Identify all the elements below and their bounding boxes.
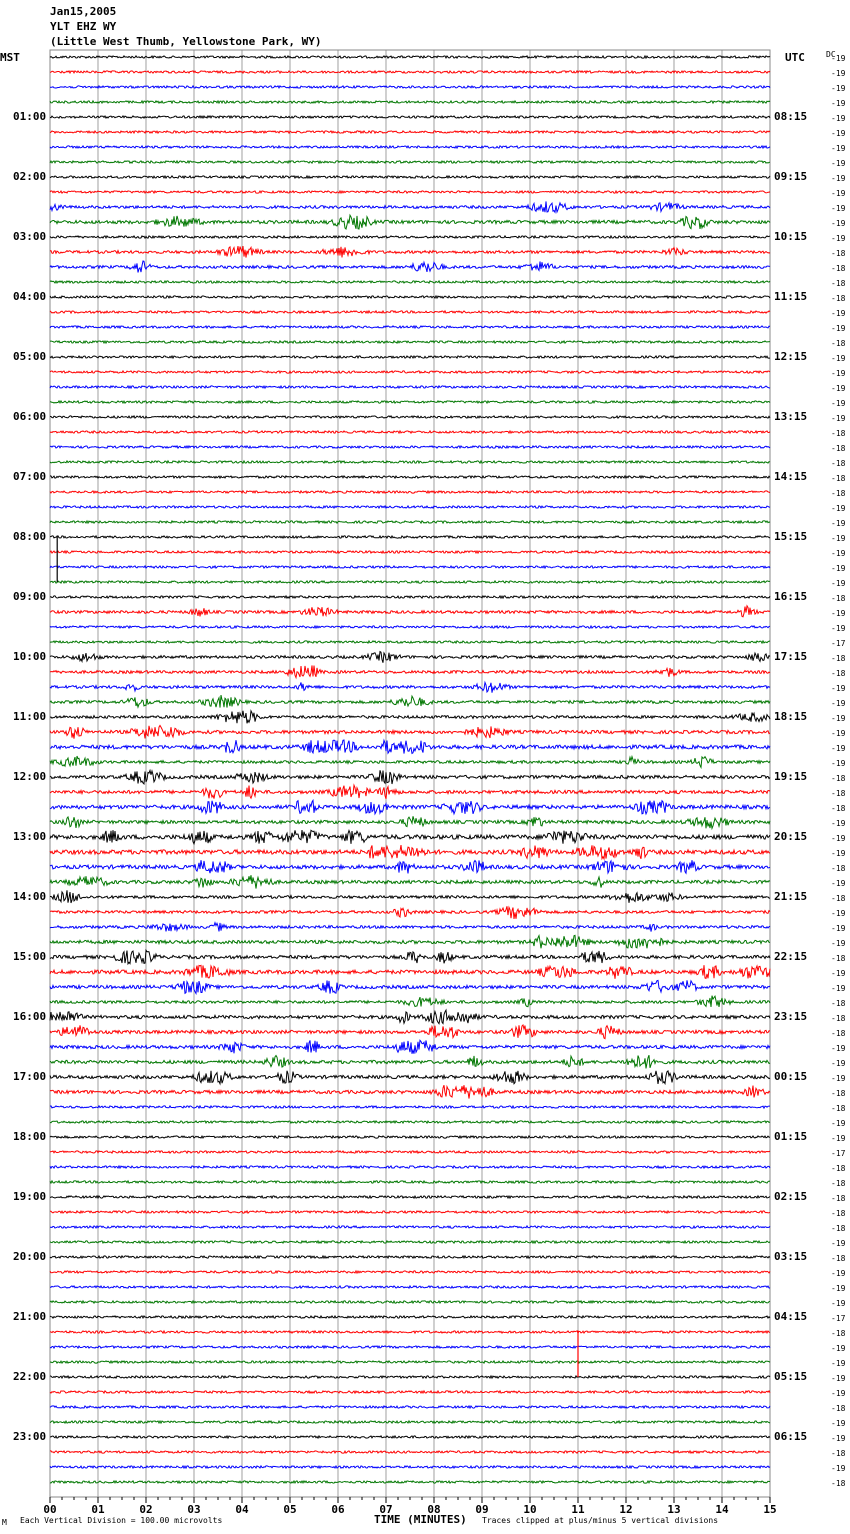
mst-hour-label: 14:00 — [13, 890, 47, 903]
seismic-trace — [50, 386, 770, 388]
dc-offset-value: -19 — [831, 759, 846, 768]
dc-offset-value: -19 — [831, 549, 846, 558]
x-tick-label: 06 — [331, 1503, 345, 1516]
seismic-trace — [50, 1421, 770, 1423]
dc-offset-value: -19 — [831, 744, 846, 753]
dc-offset-value: -18 — [831, 594, 846, 603]
dc-offset-value: -19 — [831, 714, 846, 723]
utc-hour-label: 18:15 — [774, 710, 808, 723]
dc-offset-value: -18 — [831, 294, 846, 303]
mst-hour-label: 01:00 — [13, 110, 47, 123]
dc-offset-value: -18 — [831, 1089, 846, 1098]
seismic-trace — [50, 356, 770, 358]
dc-offset-value: -18 — [831, 1104, 846, 1113]
dc-offset-value: -19 — [831, 1239, 846, 1248]
dc-offset-value: -19 — [831, 1374, 846, 1383]
seismic-trace — [50, 980, 770, 993]
dc-offset-value: -18 — [831, 1164, 846, 1173]
seismic-trace — [50, 215, 770, 229]
seismic-trace — [50, 1301, 770, 1303]
mst-hour-label: 15:00 — [13, 950, 47, 963]
dc-offset-value: -18 — [831, 1209, 846, 1218]
seismic-trace — [50, 1025, 770, 1039]
dc-offset-value: -19 — [831, 219, 846, 228]
seismic-trace — [50, 711, 770, 724]
seismic-trace — [50, 446, 770, 448]
dc-offset-value: -19 — [831, 144, 846, 153]
dc-offset-value: -19 — [831, 204, 846, 213]
mst-hour-label: 17:00 — [13, 1070, 47, 1083]
dc-offset-value: -18 — [831, 1329, 846, 1338]
utc-hour-label: 09:15 — [774, 170, 808, 183]
utc-hour-label: 23:15 — [774, 1010, 808, 1023]
dc-offset-value: -19 — [831, 354, 846, 363]
dc-offset-value: -19 — [831, 1464, 846, 1473]
dc-offset-value: -19 — [831, 984, 846, 993]
dc-offset-value: -19 — [831, 54, 846, 63]
dc-offset-value: -19 — [831, 1284, 846, 1293]
seismic-trace — [50, 652, 770, 663]
mst-axis-label: MST — [0, 51, 20, 64]
dc-offset-value: -19 — [831, 69, 846, 78]
utc-hour-label: 20:15 — [774, 830, 808, 843]
dc-offset-value: -19 — [831, 534, 846, 543]
utc-hour-label: 13:15 — [774, 410, 808, 423]
dc-offset-value: -18 — [831, 1179, 846, 1188]
mst-hour-label: 12:00 — [13, 770, 47, 783]
dc-offset-value: -19 — [831, 699, 846, 708]
seismic-trace — [50, 1226, 770, 1228]
utc-axis-label: UTC — [785, 51, 805, 64]
dc-offset-value: -18 — [831, 654, 846, 663]
seismic-trace — [50, 176, 770, 178]
seismic-trace — [50, 476, 770, 478]
x-tick-label: 15 — [763, 1503, 777, 1516]
seismic-trace — [50, 416, 770, 418]
dc-offset-value: -19 — [831, 969, 846, 978]
seismic-trace — [50, 261, 770, 273]
dc-offset-value: -19 — [831, 924, 846, 933]
seismic-trace — [50, 726, 770, 739]
seismic-trace — [50, 965, 770, 979]
utc-hour-label: 21:15 — [774, 890, 808, 903]
mst-hour-label: 19:00 — [13, 1190, 47, 1203]
dc-offset-value: -18 — [831, 669, 846, 678]
dc-offset-value: -18 — [831, 1224, 846, 1233]
dc-offset-value: -17 — [831, 1314, 846, 1323]
utc-hour-label: 08:15 — [774, 110, 808, 123]
dc-offset-value: -19 — [831, 519, 846, 528]
seismic-trace — [50, 1071, 770, 1084]
mst-hour-label: 03:00 — [13, 230, 47, 243]
mst-hour-label: 05:00 — [13, 350, 47, 363]
dc-offset-value: -19 — [831, 504, 846, 513]
seismic-trace — [50, 296, 770, 298]
seismic-trace — [50, 695, 770, 708]
x-tick-label: 09 — [475, 1503, 489, 1516]
dc-offset-value: -18 — [831, 444, 846, 453]
dc-offset-value: -19 — [831, 129, 846, 138]
dc-offset-value: -19 — [831, 1434, 846, 1443]
seismic-trace — [50, 1196, 770, 1198]
dc-offset-value: -18 — [831, 264, 846, 273]
dc-offset-value: -19 — [831, 234, 846, 243]
seismic-trace — [50, 785, 770, 799]
dc-offset-value: -19 — [831, 1119, 846, 1128]
seismic-trace — [50, 1346, 770, 1348]
dc-offset-value: -18 — [831, 339, 846, 348]
seismic-trace — [50, 201, 770, 212]
mst-hour-label: 06:00 — [13, 410, 47, 423]
dc-offset-value: -17 — [831, 639, 846, 648]
station-code: YLT EHZ WY — [50, 20, 117, 33]
utc-hour-label: 03:15 — [774, 1250, 808, 1263]
seismic-trace — [50, 1466, 770, 1468]
utc-hour-label: 10:15 — [774, 230, 808, 243]
mst-hour-label: 22:00 — [13, 1370, 47, 1383]
seismic-trace — [50, 1121, 770, 1123]
dc-offset-value: -19 — [831, 384, 846, 393]
seismic-trace — [50, 491, 770, 493]
seismic-trace — [50, 551, 770, 553]
seismic-trace — [50, 626, 770, 628]
seismic-trace — [50, 1256, 770, 1258]
seismic-trace — [50, 1391, 770, 1393]
mst-hour-label: 11:00 — [13, 710, 47, 723]
dc-offset-header: DC — [826, 50, 836, 59]
seismic-trace — [50, 1436, 770, 1438]
vertical-scale-note: Each Vertical Division = 100.00 microvolts — [20, 1516, 223, 1525]
dc-offset-value: -19 — [831, 399, 846, 408]
seismic-trace — [50, 890, 770, 903]
seismic-trace — [50, 906, 770, 919]
dc-offset-value: -19 — [831, 684, 846, 693]
seismic-trace — [50, 770, 770, 784]
mst-hour-label: 20:00 — [13, 1250, 47, 1263]
seismic-trace — [50, 923, 770, 932]
dc-offset-value: -18 — [831, 954, 846, 963]
dc-offset-value: -17 — [831, 1149, 846, 1158]
dc-offset-value: -19 — [831, 159, 846, 168]
seismic-trace — [50, 191, 770, 193]
mst-hour-label: 16:00 — [13, 1010, 47, 1023]
dc-offset-value: -18 — [831, 894, 846, 903]
dc-offset-value: -18 — [831, 804, 846, 813]
dc-offset-value: -19 — [831, 84, 846, 93]
seismic-trace — [50, 71, 770, 73]
utc-hour-label: 19:15 — [774, 770, 808, 783]
mst-hour-label: 21:00 — [13, 1310, 47, 1323]
dc-offset-value: -19 — [831, 879, 846, 888]
dc-offset-value: -18 — [831, 789, 846, 798]
seismic-trace — [50, 146, 770, 148]
seismic-trace — [50, 131, 770, 133]
seismic-trace — [50, 461, 770, 463]
seismic-trace — [50, 1481, 770, 1483]
seismic-trace — [50, 1010, 770, 1024]
x-tick-label: 11 — [571, 1503, 585, 1516]
dc-offset-value: -19 — [831, 99, 846, 108]
mst-hour-label: 08:00 — [13, 530, 47, 543]
seismic-trace — [50, 1451, 770, 1453]
seismic-trace — [50, 800, 770, 814]
dc-offset-value: -19 — [831, 1044, 846, 1053]
clipping-note: Traces clipped at plus/minus 5 vertical divisions — [482, 1516, 719, 1525]
utc-hour-label: 12:15 — [774, 350, 808, 363]
seismic-trace — [50, 116, 770, 118]
utc-hour-label: 06:15 — [774, 1430, 808, 1443]
dc-offset-value: -19 — [831, 1359, 846, 1368]
dc-offset-value: -18 — [831, 459, 846, 468]
seismic-trace — [50, 1241, 770, 1243]
seismic-trace — [50, 1055, 770, 1068]
dc-offset-value: -19 — [831, 1389, 846, 1398]
seismic-trace — [50, 860, 770, 873]
seismic-trace — [50, 506, 770, 508]
seismic-trace — [50, 996, 770, 1007]
seismic-trace — [50, 1331, 770, 1333]
corner-mark: M — [2, 1518, 7, 1527]
seismic-trace — [50, 281, 770, 283]
seismic-trace — [50, 950, 770, 964]
seismic-trace — [50, 326, 770, 328]
dc-offset-value: -19 — [831, 369, 846, 378]
seismic-trace — [50, 311, 770, 313]
dc-offset-value: -19 — [831, 1059, 846, 1068]
seismic-trace — [50, 596, 770, 598]
dc-offset-value: -18 — [831, 1014, 846, 1023]
seismic-trace — [50, 1361, 770, 1363]
seismic-trace — [50, 1211, 770, 1213]
seismic-trace — [50, 756, 770, 767]
dc-offset-value: -19 — [831, 189, 846, 198]
mst-hour-label: 13:00 — [13, 830, 47, 843]
utc-hour-label: 14:15 — [774, 470, 808, 483]
seismic-trace — [50, 935, 770, 948]
mst-hour-label: 07:00 — [13, 470, 47, 483]
mst-hour-label: 23:00 — [13, 1430, 47, 1443]
seismic-trace — [50, 830, 770, 844]
seismic-trace — [50, 1181, 770, 1183]
seismic-trace — [50, 1376, 770, 1378]
dc-offset-value: -19 — [831, 414, 846, 423]
dc-offset-value: -19 — [831, 624, 846, 633]
dc-offset-value: -19 — [831, 729, 846, 738]
seismic-trace — [50, 1040, 770, 1054]
seismic-trace — [50, 581, 770, 583]
x-tick-label: 03 — [187, 1503, 201, 1516]
dc-offset-value: -19 — [831, 1134, 846, 1143]
dc-offset-value: -18 — [831, 429, 846, 438]
dc-offset-value: -18 — [831, 1029, 846, 1038]
dc-offset-value: -19 — [831, 309, 846, 318]
seismic-trace — [50, 236, 770, 238]
utc-hour-label: 11:15 — [774, 290, 808, 303]
dc-offset-value: -19 — [831, 579, 846, 588]
seismic-trace — [50, 566, 770, 568]
seismic-trace — [50, 875, 770, 888]
x-tick-label: 00 — [43, 1503, 57, 1516]
utc-hour-label: 02:15 — [774, 1190, 808, 1203]
x-axis-title: TIME (MINUTES) — [374, 1513, 467, 1526]
utc-hour-label: 04:15 — [774, 1310, 808, 1323]
station-location: (Little West Thumb, Yellowstone Park, WY) — [50, 35, 322, 48]
seismic-trace — [50, 246, 770, 258]
x-tick-label: 08 — [427, 1503, 441, 1516]
seismic-trace — [50, 1106, 770, 1108]
dc-offset-value: -18 — [831, 1254, 846, 1263]
utc-hour-label: 00:15 — [774, 1070, 808, 1083]
seismic-trace — [50, 101, 770, 103]
x-tick-label: 10 — [523, 1503, 537, 1516]
seismic-trace — [50, 521, 770, 523]
seismic-trace — [50, 1085, 770, 1098]
dc-offset-value: -18 — [831, 1404, 846, 1413]
seismic-trace — [50, 641, 770, 643]
dc-offset-value: -19 — [831, 1419, 846, 1428]
dc-offset-value: -19 — [831, 939, 846, 948]
seismic-trace — [50, 816, 770, 828]
utc-hour-label: 15:15 — [774, 530, 808, 543]
dc-offset-value: -19 — [831, 1074, 846, 1083]
x-tick-label: 07 — [379, 1503, 393, 1516]
seismic-trace — [50, 1136, 770, 1138]
seismic-trace — [50, 845, 770, 859]
dc-offset-value: -19 — [831, 1269, 846, 1278]
dc-offset-value: -18 — [831, 864, 846, 873]
seismic-trace — [50, 536, 770, 538]
dc-offset-value: -18 — [831, 1449, 846, 1458]
x-tick-label: 12 — [619, 1503, 633, 1516]
record-date: Jan15,2005 — [50, 5, 117, 18]
x-tick-label: 02 — [139, 1503, 153, 1516]
utc-hour-label: 01:15 — [774, 1130, 808, 1143]
dc-offset-value: -19 — [831, 819, 846, 828]
seismic-trace — [50, 56, 770, 58]
dc-offset-value: -19 — [831, 1344, 846, 1353]
seismic-traces — [50, 56, 770, 1483]
dc-offset-value: -19 — [831, 324, 846, 333]
utc-hour-label: 05:15 — [774, 1370, 808, 1383]
seismic-trace — [50, 740, 770, 754]
dc-offset-value: -19 — [831, 609, 846, 618]
dc-offset-value: -18 — [831, 249, 846, 258]
seismic-trace — [50, 1151, 770, 1153]
seismic-trace — [50, 1316, 770, 1318]
seismic-trace — [50, 341, 770, 343]
seismic-trace — [50, 401, 770, 403]
seismic-trace — [50, 1286, 770, 1288]
seismic-trace — [50, 1271, 770, 1273]
dc-offset-value: -19 — [831, 909, 846, 918]
dc-offset-value: -18 — [831, 279, 846, 288]
dc-offset-value: -19 — [831, 1299, 846, 1308]
seismic-trace — [50, 86, 770, 88]
seismic-trace — [50, 161, 770, 163]
seismic-trace — [50, 1166, 770, 1168]
x-tick-label: 04 — [235, 1503, 249, 1516]
x-tick-label: 13 — [667, 1503, 681, 1516]
seismic-trace — [50, 682, 770, 692]
mst-hour-label: 10:00 — [13, 650, 47, 663]
dc-offset-value: -19 — [831, 849, 846, 858]
dc-offset-value: -19 — [831, 834, 846, 843]
mst-hour-label: 18:00 — [13, 1130, 47, 1143]
dc-offset-value: -18 — [831, 474, 846, 483]
dc-offset-value: -19 — [831, 174, 846, 183]
x-tick-label: 05 — [283, 1503, 297, 1516]
seismic-trace — [50, 1406, 770, 1408]
dc-offset-value: -18 — [831, 774, 846, 783]
mst-hour-label: 09:00 — [13, 590, 47, 603]
utc-hour-label: 17:15 — [774, 650, 808, 663]
dc-offset-value: -18 — [831, 1194, 846, 1203]
seismic-trace — [50, 371, 770, 373]
dc-offset-value: -18 — [831, 489, 846, 498]
utc-hour-label: 16:15 — [774, 590, 808, 603]
mst-hour-label: 04:00 — [13, 290, 47, 303]
dc-offset-value: -19 — [831, 114, 846, 123]
x-tick-label: 14 — [715, 1503, 729, 1516]
seismic-trace — [50, 606, 770, 617]
utc-hour-label: 22:15 — [774, 950, 808, 963]
dc-offset-value: -18 — [831, 999, 846, 1008]
dc-offset-value: -19 — [831, 564, 846, 573]
x-tick-label: 01 — [91, 1503, 105, 1516]
seismic-trace — [50, 665, 770, 677]
mst-hour-label: 02:00 — [13, 170, 47, 183]
seismic-trace — [50, 431, 770, 433]
dc-offset-value: -18 — [831, 1479, 846, 1488]
